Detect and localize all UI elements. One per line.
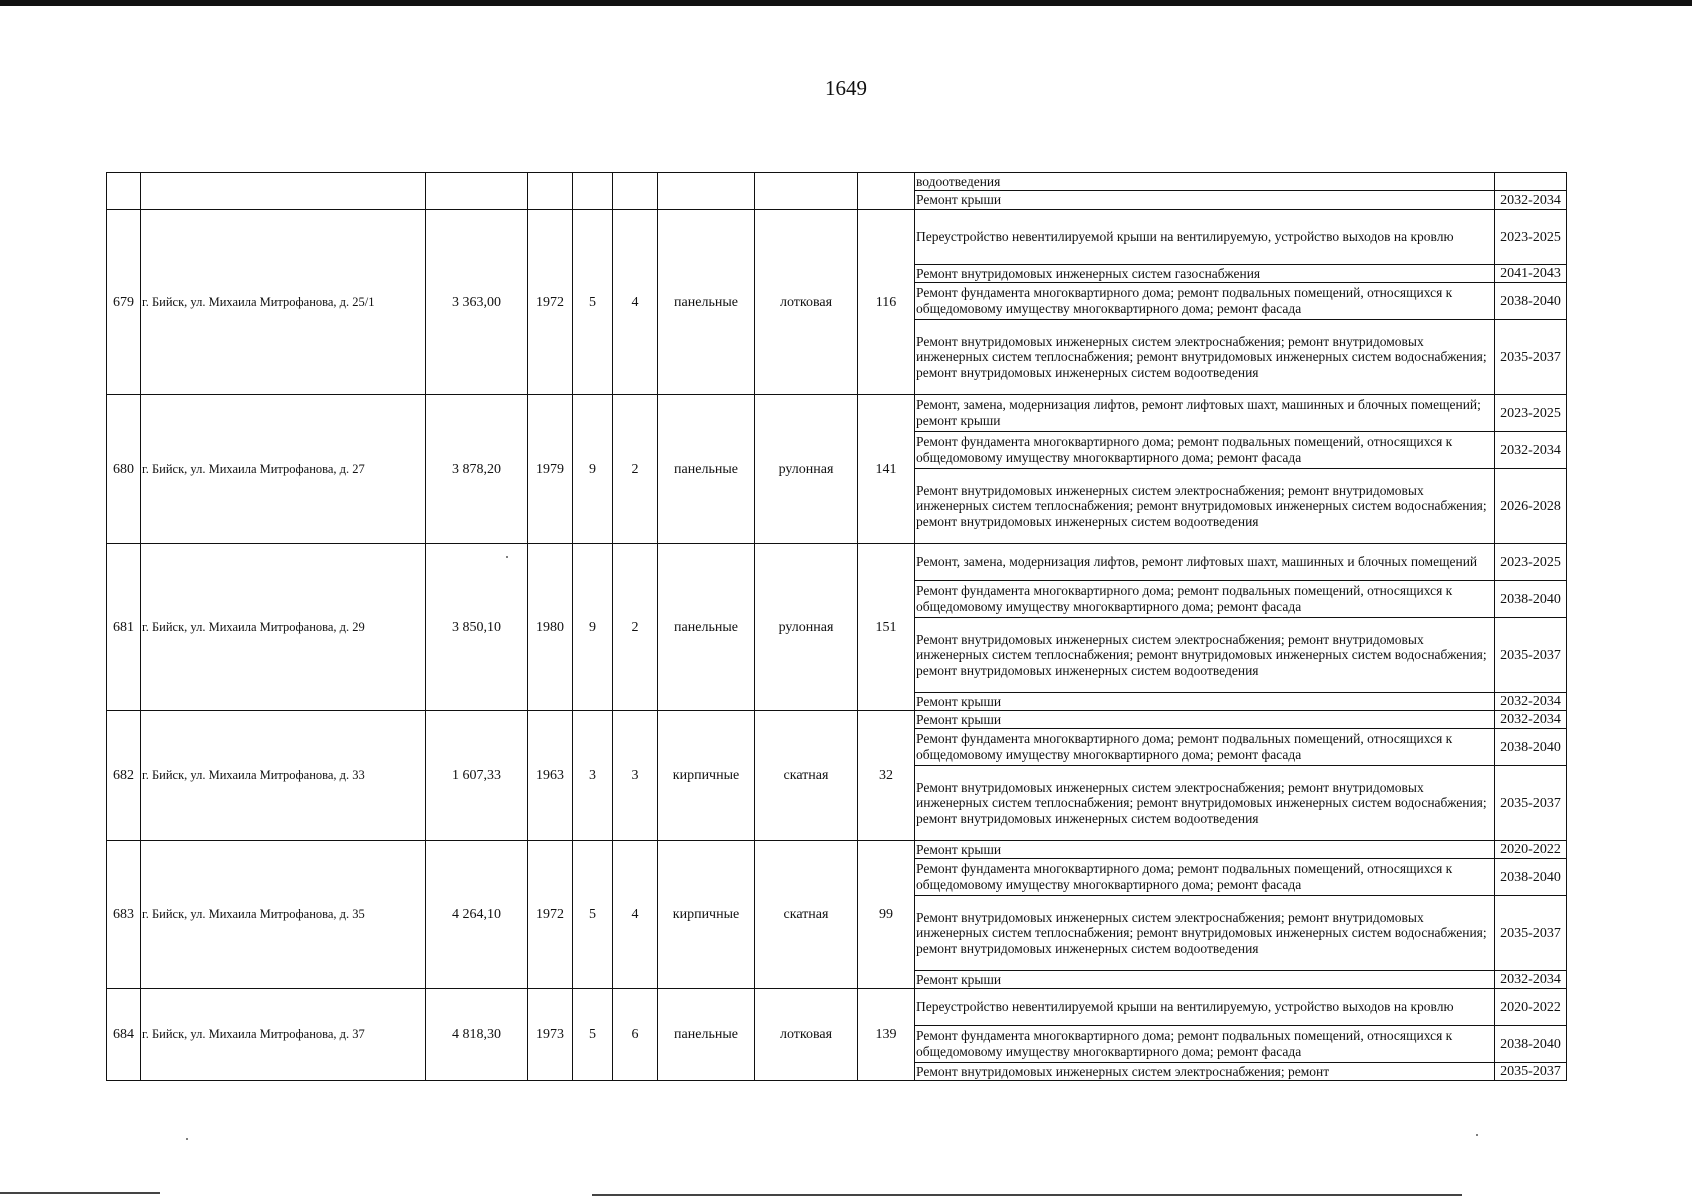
work-description: Ремонт внутридомовых инженерных систем газоснабжения bbox=[915, 265, 1495, 283]
work-years: 2032-2034 bbox=[1495, 432, 1567, 469]
cell-residents: 32 bbox=[858, 711, 915, 841]
cell-walls: панельные bbox=[658, 395, 755, 544]
cell-roof: скатная bbox=[755, 841, 858, 989]
cell-address: г. Бийск, ул. Михаила Митрофанова, д. 25/1 bbox=[141, 210, 426, 395]
work-description: Ремонт внутридомовых инженерных систем электроснабжения; ремонт внутридомовых инженерных систем теплоснабжения; ремонт внутридомовых инженерных систем водоснабжения; ремонт внутридомовых инженерных систем водоотведения bbox=[915, 469, 1495, 544]
work-years: 2038-2040 bbox=[1495, 859, 1567, 896]
cell-roof: лотковая bbox=[755, 210, 858, 395]
cell-walls: панельные bbox=[658, 544, 755, 711]
work-description: Ремонт внутридомовых инженерных систем электроснабжения; ремонт внутридомовых инженерных систем теплоснабжения; ремонт внутридомовых инженерных систем водоснабжения; ремонт внутридомовых инженерных систем водоотведения bbox=[915, 320, 1495, 395]
work-years: 2032-2034 bbox=[1495, 693, 1567, 711]
cell-entrances: 6 bbox=[613, 989, 658, 1081]
page-number: 1649 bbox=[825, 76, 867, 100]
work-description: Ремонт фундамента многоквартирного дома; ремонт подвальных помещений, относящихся к общедомовому имуществу многоквартирного дома; ремонт фасада bbox=[915, 581, 1495, 618]
work-description: Ремонт внутридомовых инженерных систем электроснабжения; ремонт внутридомовых инженерных систем теплоснабжения; ремонт внутридомовых инженерных систем водоснабжения; ремонт внутридомовых инженерных систем водоотведения bbox=[915, 766, 1495, 841]
cell-num: 684 bbox=[107, 989, 141, 1081]
cell-year: 1979 bbox=[528, 395, 573, 544]
cell-roof bbox=[755, 173, 858, 210]
work-years: 2020-2022 bbox=[1495, 841, 1567, 859]
work-years: 2035-2037 bbox=[1495, 766, 1567, 841]
table-row bbox=[107, 989, 1567, 1026]
cell-entrances: 2 bbox=[613, 544, 658, 711]
work-description: Ремонт крыши bbox=[915, 191, 1495, 210]
work-description: Переустройство невентилируемой крыши на вентилируемую, устройство выходов на кровлю bbox=[915, 210, 1495, 265]
work-years: 2038-2040 bbox=[1495, 729, 1567, 766]
work-years: 2035-2037 bbox=[1495, 896, 1567, 971]
scan-speck bbox=[506, 556, 508, 558]
cell-residents bbox=[858, 173, 915, 210]
cell-address: г. Бийск, ул. Михаила Митрофанова, д. 35 bbox=[141, 841, 426, 989]
cell-year: 1963 bbox=[528, 711, 573, 841]
repair-program-table bbox=[106, 172, 1567, 1081]
cell-residents: 141 bbox=[858, 395, 915, 544]
cell-address: г. Бийск, ул. Михаила Митрофанова, д. 27 bbox=[141, 395, 426, 544]
work-description: Ремонт фундамента многоквартирного дома; ремонт подвальных помещений, относящихся к общедомовому имуществу многоквартирного дома; ремонт фасада bbox=[915, 859, 1495, 896]
work-description: Ремонт крыши bbox=[915, 693, 1495, 711]
table-row bbox=[107, 711, 1567, 729]
cell-area: 3 363,00 bbox=[426, 210, 528, 395]
cell-floors: 5 bbox=[573, 841, 613, 989]
cell-roof: рулонная bbox=[755, 395, 858, 544]
cell-year: 1972 bbox=[528, 841, 573, 989]
table-body bbox=[107, 173, 1567, 1081]
work-description: Ремонт фундамента многоквартирного дома; ремонт подвальных помещений, относящихся к общедомовому имуществу многоквартирного дома; ремонт фасада bbox=[915, 283, 1495, 320]
work-years: 2038-2040 bbox=[1495, 283, 1567, 320]
cell-area: 1 607,33 bbox=[426, 711, 528, 841]
cell-num: 679 bbox=[107, 210, 141, 395]
work-years: 2035-2037 bbox=[1495, 618, 1567, 693]
fragment-row bbox=[107, 173, 1567, 191]
cell-num: 683 bbox=[107, 841, 141, 989]
table-row bbox=[107, 841, 1567, 859]
cell-floors bbox=[573, 173, 613, 210]
cell-floors: 5 bbox=[573, 210, 613, 395]
cell-residents: 139 bbox=[858, 989, 915, 1081]
work-description: Переустройство невентилируемой крыши на вентилируемую, устройство выходов на кровлю bbox=[915, 989, 1495, 1026]
cell-walls bbox=[658, 173, 755, 210]
scan-speck bbox=[186, 1138, 188, 1140]
work-description: Ремонт внутридомовых инженерных систем электроснабжения; ремонт bbox=[915, 1063, 1495, 1081]
table-row bbox=[107, 544, 1567, 581]
work-description: Ремонт внутридомовых инженерных систем электроснабжения; ремонт внутридомовых инженерных систем теплоснабжения; ремонт внутридомовых инженерных систем водоснабжения; ремонт внутридомовых инженерных систем водоотведения bbox=[915, 896, 1495, 971]
cell-roof: рулонная bbox=[755, 544, 858, 711]
work-years: 2032-2034 bbox=[1495, 711, 1567, 729]
work-years: 2032-2034 bbox=[1495, 971, 1567, 989]
work-description: Ремонт фундамента многоквартирного дома; ремонт подвальных помещений, относящихся к общедомовому имуществу многоквартирного дома; ремонт фасада bbox=[915, 729, 1495, 766]
cell-roof: скатная bbox=[755, 711, 858, 841]
cell-area: 3 878,20 bbox=[426, 395, 528, 544]
cell-year: 1980 bbox=[528, 544, 573, 711]
cell-entrances bbox=[613, 173, 658, 210]
cell-area: 3 850,10 bbox=[426, 544, 528, 711]
cell-num: 680 bbox=[107, 395, 141, 544]
work-years: 2026-2028 bbox=[1495, 469, 1567, 544]
cell-year bbox=[528, 173, 573, 210]
cell-num: 681 bbox=[107, 544, 141, 711]
cell-address: г. Бийск, ул. Михаила Митрофанова, д. 29 bbox=[141, 544, 426, 711]
cell-walls: кирпичные bbox=[658, 841, 755, 989]
cell-floors: 3 bbox=[573, 711, 613, 841]
cell-area bbox=[426, 173, 528, 210]
cell-residents: 99 bbox=[858, 841, 915, 989]
work-years: 2035-2037 bbox=[1495, 1063, 1567, 1081]
cell-roof: лотковая bbox=[755, 989, 858, 1081]
work-description: Ремонт крыши bbox=[915, 711, 1495, 729]
scan-bottom-line-right bbox=[592, 1194, 1462, 1196]
work-description: Ремонт внутридомовых инженерных систем электроснабжения; ремонт внутридомовых инженерных систем теплоснабжения; ремонт внутридомовых инженерных систем водоснабжения; ремонт внутридомовых инженерных систем водоотведения bbox=[915, 618, 1495, 693]
cell-address bbox=[141, 173, 426, 210]
cell-floors: 5 bbox=[573, 989, 613, 1081]
scan-speck bbox=[1476, 1134, 1478, 1136]
cell-year: 1973 bbox=[528, 989, 573, 1081]
cell-year: 1972 bbox=[528, 210, 573, 395]
cell-walls: панельные bbox=[658, 989, 755, 1081]
cell-num: 682 bbox=[107, 711, 141, 841]
cell-address: г. Бийск, ул. Михаила Митрофанова, д. 33 bbox=[141, 711, 426, 841]
work-years: 2023-2025 bbox=[1495, 395, 1567, 432]
scan-top-edge bbox=[0, 0, 1692, 6]
work-description: Ремонт, замена, модернизация лифтов, ремонт лифтовых шахт, машинных и блочных помещений bbox=[915, 544, 1495, 581]
work-years: 2023-2025 bbox=[1495, 210, 1567, 265]
work-description: Ремонт крыши bbox=[915, 841, 1495, 859]
work-description: Ремонт, замена, модернизация лифтов, ремонт лифтовых шахт, машинных и блочных помещений; ремонт крыши bbox=[915, 395, 1495, 432]
work-description: Ремонт фундамента многоквартирного дома; ремонт подвальных помещений, относящихся к общедомовому имуществу многоквартирного дома; ремонт фасада bbox=[915, 432, 1495, 469]
work-description: Ремонт крыши bbox=[915, 971, 1495, 989]
cell-residents: 116 bbox=[858, 210, 915, 395]
table-row bbox=[107, 395, 1567, 432]
cell-area: 4 818,30 bbox=[426, 989, 528, 1081]
work-years: 2035-2037 bbox=[1495, 320, 1567, 395]
cell-floors: 9 bbox=[573, 544, 613, 711]
work-years bbox=[1495, 173, 1567, 191]
cell-entrances: 3 bbox=[613, 711, 658, 841]
scan-bottom-line-left bbox=[0, 1192, 160, 1194]
work-years: 2020-2022 bbox=[1495, 989, 1567, 1026]
cell-address: г. Бийск, ул. Михаила Митрофанова, д. 37 bbox=[141, 989, 426, 1081]
work-description: водоотведения bbox=[915, 173, 1495, 191]
work-years: 2038-2040 bbox=[1495, 581, 1567, 618]
cell-walls: кирпичные bbox=[658, 711, 755, 841]
cell-num bbox=[107, 173, 141, 210]
work-description: Ремонт фундамента многоквартирного дома; ремонт подвальных помещений, относящихся к общедомовому имуществу многоквартирного дома; ремонт фасада bbox=[915, 1026, 1495, 1063]
work-years: 2023-2025 bbox=[1495, 544, 1567, 581]
work-years: 2038-2040 bbox=[1495, 1026, 1567, 1063]
cell-entrances: 4 bbox=[613, 210, 658, 395]
cell-walls: панельные bbox=[658, 210, 755, 395]
cell-residents: 151 bbox=[858, 544, 915, 711]
work-years: 2041-2043 bbox=[1495, 265, 1567, 283]
cell-area: 4 264,10 bbox=[426, 841, 528, 989]
work-years: 2032-2034 bbox=[1495, 191, 1567, 210]
cell-entrances: 2 bbox=[613, 395, 658, 544]
cell-entrances: 4 bbox=[613, 841, 658, 989]
table-row bbox=[107, 210, 1567, 265]
cell-floors: 9 bbox=[573, 395, 613, 544]
